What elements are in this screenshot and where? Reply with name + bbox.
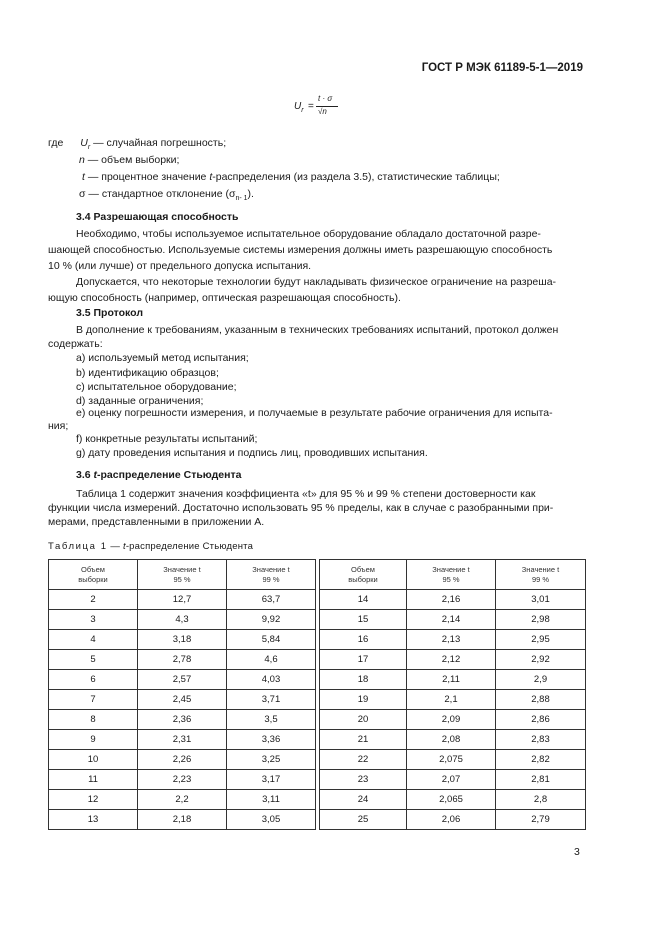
table-cell: 63,7 (227, 590, 316, 610)
header-t-95: Значение t 95 % (138, 560, 227, 590)
document-header: ГОСТ Р МЭК 61189-5-1—2019 (421, 62, 583, 74)
table-cell: 13 (49, 810, 138, 830)
table-row (49, 730, 586, 750)
formula-random-error (290, 94, 360, 124)
table-cell: 2,8 (496, 790, 586, 810)
table-cell: 2,18 (138, 810, 227, 830)
table-cell: 2,13 (407, 630, 496, 650)
table-cell: 2,065 (407, 790, 496, 810)
table-cell: 9,92 (227, 610, 316, 630)
table-cell: 2,14 (407, 610, 496, 630)
table-cell: 22 (320, 750, 407, 770)
table-cell: 2,98 (496, 610, 586, 630)
section-3-4-p2-line2: ющую способность (например, оптическая разрешающая способность). (48, 292, 401, 304)
table-cell: 3,18 (138, 630, 227, 650)
table-cell: 2,09 (407, 710, 496, 730)
table-row (49, 770, 586, 790)
table-cell: 3,11 (227, 790, 316, 810)
header-t-99-2: Значение t 99 % (496, 560, 586, 590)
list-item-f: f) конкретные результаты испытаний; (76, 433, 258, 445)
table-cell: 14 (320, 590, 407, 610)
table-header-row (49, 560, 586, 590)
section-3-4-p2-line1: Допускается, что некоторые технологии будут накладывать физическое ограничение на разреша- (76, 276, 557, 288)
table-cell: 2,07 (407, 770, 496, 790)
section-3-4-p1-line3: 10 % (или лучше) от предельного допуска испытания. (48, 260, 312, 272)
page-number: 3 (574, 846, 580, 858)
table-cell: 2,11 (407, 670, 496, 690)
table-row (49, 810, 586, 830)
table-cell: 2,31 (138, 730, 227, 750)
table-cell: 2,57 (138, 670, 227, 690)
definition-n: n — объем выборки; (79, 154, 180, 166)
table-cell: 7 (49, 690, 138, 710)
table-cell: 21 (320, 730, 407, 750)
table-row (49, 670, 586, 690)
table-cell: 3,36 (227, 730, 316, 750)
table-cell: 2,06 (407, 810, 496, 830)
header-sample-size-2: Объем выборки (320, 560, 407, 590)
list-item-c: c) испытательное оборудование; (76, 381, 237, 393)
section-3-6-p-line2: функции числа измерений. Достаточно использовать 95 % пределы, как в случае с разобранными при- (48, 502, 554, 514)
table-cell: 2,86 (496, 710, 586, 730)
table-cell: 3,01 (496, 590, 586, 610)
table-cell: 2,88 (496, 690, 586, 710)
table-cell: 2,9 (496, 670, 586, 690)
heading-3-4: 3.4 Разрешающая способность (76, 211, 239, 223)
table-cell: 2,23 (138, 770, 227, 790)
list-item-g: g) дату проведения испытания и подпись лиц, проводивших испытания. (76, 447, 428, 459)
table-cell: 4,6 (227, 650, 316, 670)
table-cell: 2,2 (138, 790, 227, 810)
table-cell: 12,7 (138, 590, 227, 610)
table-cell: 3,17 (227, 770, 316, 790)
t-distribution-table (48, 559, 586, 830)
table-row (49, 790, 586, 810)
table-row (49, 690, 586, 710)
table-cell: 23 (320, 770, 407, 790)
table-row (49, 710, 586, 730)
table-cell: 2,83 (496, 730, 586, 750)
table-cell: 2,45 (138, 690, 227, 710)
definition-sigma: σ — стандартное отклонение $(\sigma_{n- 1})$. (79, 188, 254, 203)
table-cell: 17 (320, 650, 407, 670)
table-cell: 6 (49, 670, 138, 690)
heading-3-6: 3.6 t-распределение Стьюдента (76, 469, 242, 481)
table-row (49, 650, 586, 670)
section-3-6-p-line1: Таблица 1 содержит значения коэффициента «t» для 95 % и 99 % степени достоверности как (76, 488, 536, 500)
table-cell: 10 (49, 750, 138, 770)
table-cell: 4 (49, 630, 138, 650)
definition-ur: где $U_r$ — случайная погрешность; (48, 137, 227, 152)
formula-numerator: t · σ (318, 94, 333, 103)
table-row (49, 590, 586, 610)
table-cell: 5,84 (227, 630, 316, 650)
table-cell: 2,78 (138, 650, 227, 670)
table-row (49, 610, 586, 630)
table-cell: 2,16 (407, 590, 496, 610)
table-cell: 2,26 (138, 750, 227, 770)
section-3-6-p-line3: мерами, представленными в приложении А. (48, 516, 265, 528)
table-caption: Таблица 1 — t-распределение Стьюдента (48, 541, 254, 552)
header-t-99: Значение t 99 % (227, 560, 316, 590)
table-cell: 2,82 (496, 750, 586, 770)
table-cell: 4,03 (227, 670, 316, 690)
table-row (49, 750, 586, 770)
section-3-4-p1-line2: шающей способностью. Используемые системы измерения должны иметь разрешающую способность (48, 244, 553, 256)
table-cell: 25 (320, 810, 407, 830)
list-item-e-line1: e) оценку погрешности измерения, и получаемые в результате рабочие ограничения для испыта- (76, 407, 553, 419)
table-cell: 2,12 (407, 650, 496, 670)
table-row (49, 630, 586, 650)
table-cell: 2,95 (496, 630, 586, 650)
table-cell: 2,81 (496, 770, 586, 790)
table-cell: 3,71 (227, 690, 316, 710)
table-cell: 5 (49, 650, 138, 670)
table-cell: 2,36 (138, 710, 227, 730)
header-t-95-2: Значение t 95 % (407, 560, 496, 590)
table-cell: 19 (320, 690, 407, 710)
table-cell: 3,25 (227, 750, 316, 770)
table-cell: 16 (320, 630, 407, 650)
table-cell: 3 (49, 610, 138, 630)
table-cell: 24 (320, 790, 407, 810)
formula-denominator: √n (318, 107, 327, 116)
formula-lhs: $U_r$ (294, 101, 304, 114)
table-cell: 2,08 (407, 730, 496, 750)
list-item-a: a) используемый метод испытания; (76, 352, 249, 364)
heading-3-5: 3.5 Протокол (76, 307, 143, 319)
header-sample-size: Объем выборки (49, 560, 138, 590)
section-3-4-p1-line1: Необходимо, чтобы используемое испытательное оборудование обладало достаточной разре- (76, 228, 541, 240)
table-cell: 18 (320, 670, 407, 690)
table-cell: 3,5 (227, 710, 316, 730)
list-item-b: b) идентификацию образцов; (76, 367, 219, 379)
table-cell: 11 (49, 770, 138, 790)
table-cell: 9 (49, 730, 138, 750)
table-cell: 12 (49, 790, 138, 810)
section-3-5-intro-line2: содержать: (48, 338, 103, 350)
table-cell: 15 (320, 610, 407, 630)
table-cell: 4,3 (138, 610, 227, 630)
list-item-e-line2: ния; (48, 420, 69, 432)
formula-equals: = (308, 101, 314, 112)
table-cell: 2,075 (407, 750, 496, 770)
table-cell: 8 (49, 710, 138, 730)
table-cell: 2,79 (496, 810, 586, 830)
table-cell: 2,1 (407, 690, 496, 710)
list-item-d: d) заданные ограничения; (76, 395, 204, 407)
section-3-5-intro-line1: В дополнение к требованиям, указанным в технических требованиях испытаний, протокол должен (76, 324, 559, 336)
table-cell: 3,05 (227, 810, 316, 830)
table-cell: 2,92 (496, 650, 586, 670)
table-cell: 20 (320, 710, 407, 730)
definition-t: t — процентное значение t-распределения (из раздела 3.5), статистические таблицы; (82, 171, 500, 183)
table-cell: 2 (49, 590, 138, 610)
